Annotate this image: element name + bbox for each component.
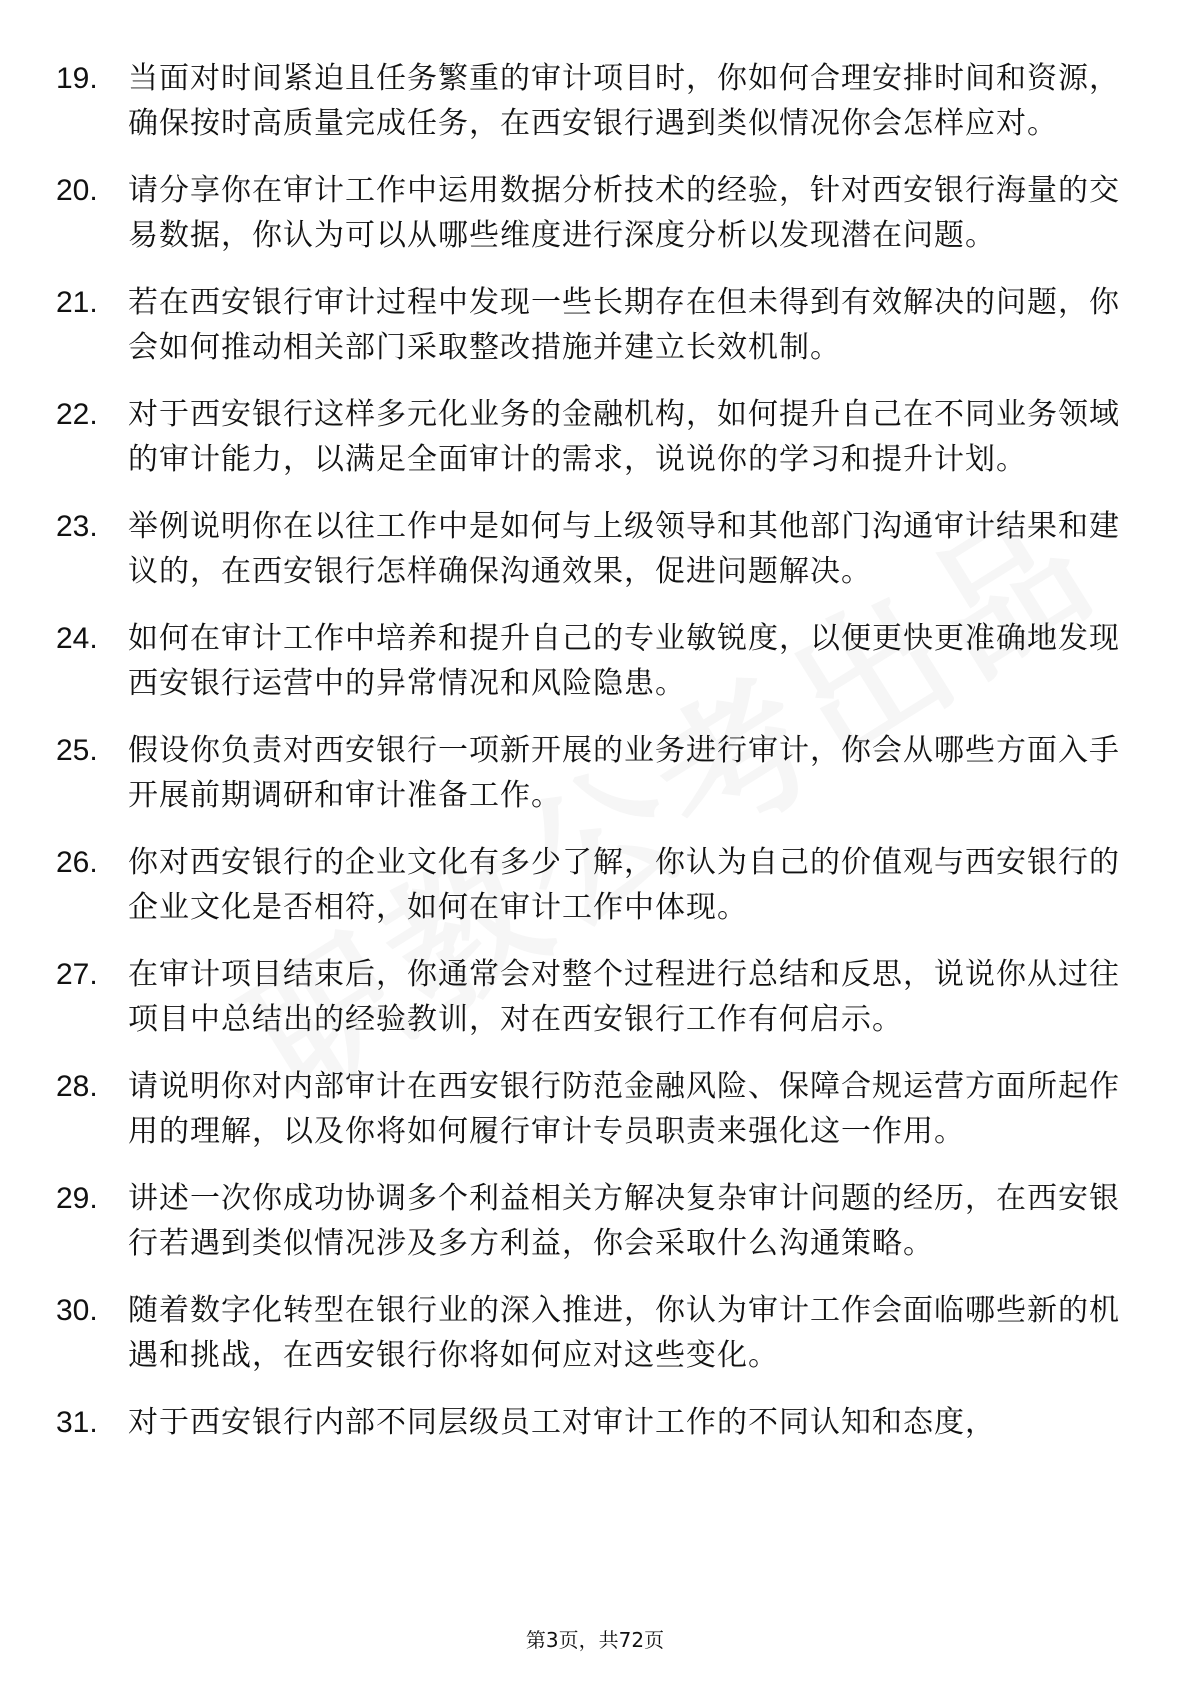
question-number: 23. xyxy=(56,510,98,543)
question-text: 当面对时间紧迫且任务繁重的审计项目时，你如何合理安排时间和资源，确保按时高质量完成任务，在西安银行遇到类似情况你会怎样应对。 xyxy=(128,61,1120,141)
question-number: 19. xyxy=(56,62,98,95)
question-list xyxy=(56,56,1136,1467)
list-item xyxy=(56,952,1136,1042)
list-item xyxy=(56,1288,1136,1378)
question-number: 27. xyxy=(56,958,98,991)
list-item xyxy=(56,1064,1136,1154)
question-text: 如何在审计工作中培养和提升自己的专业敏锐度，以便更快更准确地发现西安银行运营中的异常情况和风险隐患。 xyxy=(128,621,1120,701)
list-item xyxy=(56,1176,1136,1266)
question-text: 若在西安银行审计过程中发现一些长期存在但未得到有效解决的问题，你会如何推动相关部门采取整改措施并建立长效机制。 xyxy=(128,285,1120,365)
list-item xyxy=(56,168,1136,258)
list-item xyxy=(56,56,1136,146)
list-item xyxy=(56,280,1136,370)
question-number: 30. xyxy=(56,1294,98,1327)
question-text: 对于西安银行内部不同层级员工对审计工作的不同认知和态度， xyxy=(128,1405,996,1440)
list-item xyxy=(56,1400,1136,1445)
question-number: 31. xyxy=(56,1406,98,1439)
question-number: 25. xyxy=(56,734,98,767)
question-text: 举例说明你在以往工作中是如何与上级领导和其他部门沟通审计结果和建议的，在西安银行怎样确保沟通效果，促进问题解决。 xyxy=(128,509,1120,589)
question-number: 28. xyxy=(56,1070,98,1103)
list-item xyxy=(56,504,1136,594)
question-number: 24. xyxy=(56,622,98,655)
question-text: 在审计项目结束后，你通常会对整个过程进行总结和反思，说说你从过往项目中总结出的经验教训，对在西安银行工作有何启示。 xyxy=(128,957,1120,1037)
list-item xyxy=(56,392,1136,482)
question-text: 假设你负责对西安银行一项新开展的业务进行审计，你会从哪些方面入手开展前期调研和审计准备工作。 xyxy=(128,733,1120,813)
list-item xyxy=(56,840,1136,930)
question-number: 26. xyxy=(56,846,98,879)
question-text: 请分享你在审计工作中运用数据分析技术的经验，针对西安银行海量的交易数据，你认为可以从哪些维度进行深度分析以发现潜在问题。 xyxy=(128,173,1120,253)
question-text: 请说明你对内部审计在西安银行防范金融风险、保障合规运营方面所起作用的理解，以及你将如何履行审计专员职责来强化这一作用。 xyxy=(128,1069,1120,1149)
question-text: 对于西安银行这样多元化业务的金融机构，如何提升自己在不同业务领域的审计能力，以满足全面审计的需求，说说你的学习和提升计划。 xyxy=(128,397,1120,477)
question-number: 21. xyxy=(56,286,98,319)
question-number: 22. xyxy=(56,398,98,431)
list-item xyxy=(56,616,1136,706)
question-text: 你对西安银行的企业文化有多少了解，你认为自己的价值观与西安银行的企业文化是否相符，如何在审计工作中体现。 xyxy=(128,845,1120,925)
question-text: 随着数字化转型在银行业的深入推进，你认为审计工作会面临哪些新的机遇和挑战，在西安银行你将如何应对这些变化。 xyxy=(128,1293,1120,1373)
page-number-footer: 第3页，共72页 xyxy=(525,1628,665,1652)
question-text: 讲述一次你成功协调多个利益相关方解决复杂审计问题的经历，在西安银行若遇到类似情况涉及多方利益，你会采取什么沟通策略。 xyxy=(128,1181,1120,1261)
list-item xyxy=(56,728,1136,818)
question-number: 29. xyxy=(56,1182,98,1215)
question-number: 20. xyxy=(56,174,98,207)
